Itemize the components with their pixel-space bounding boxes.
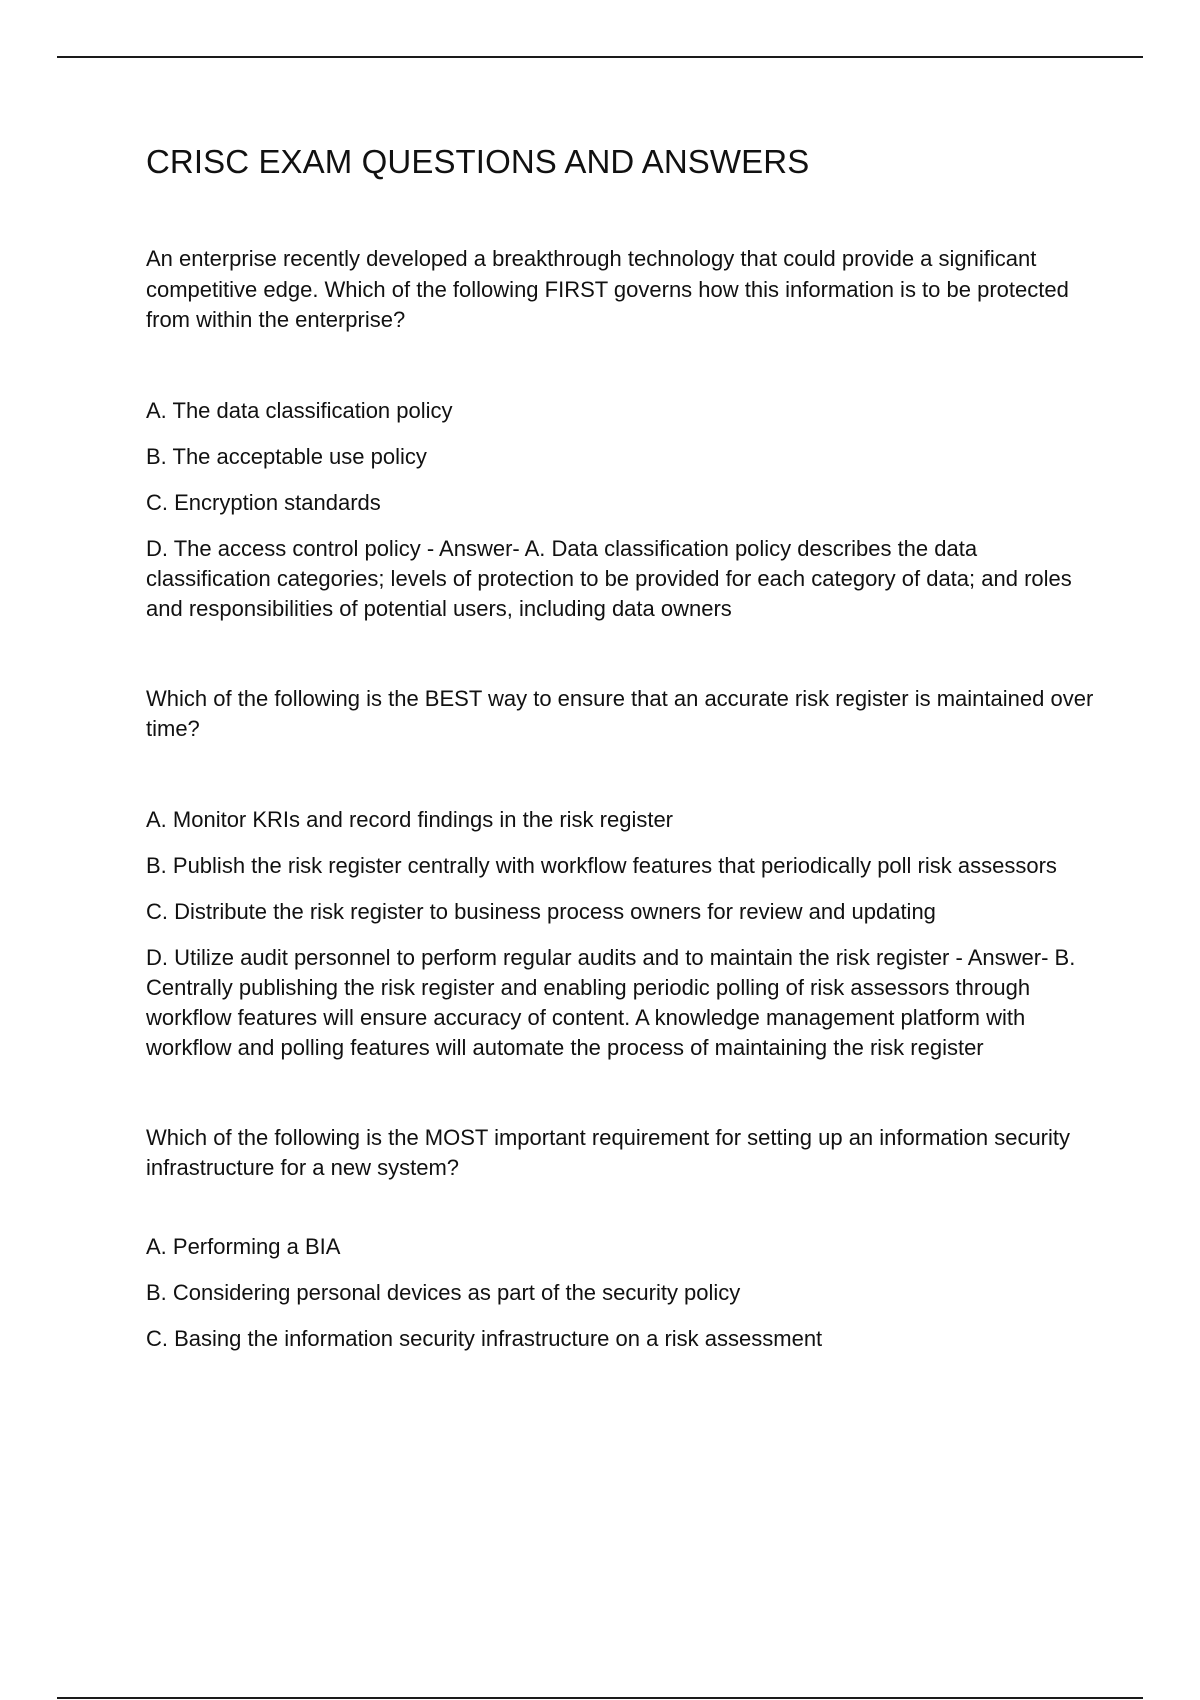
question-text: Which of the following is the BEST way to ensure that an accurate risk register is maintained over time? xyxy=(146,685,1094,741)
option-c: C. Encryption standards xyxy=(146,489,381,515)
option-d-with-answer: D. The access control policy - Answer- A. Data classification policy describes the data classification categories; levels of protection to be provided for each category of data; and roles and responsibilities of potential users, including data owners xyxy=(146,535,1072,621)
header-divider xyxy=(57,56,1143,58)
question-block-2 xyxy=(146,684,1096,1063)
option-b: B. The acceptable use policy xyxy=(146,443,427,469)
option-c: C. Basing the information security infrastructure on a risk assessment xyxy=(146,1325,823,1351)
question-text: An enterprise recently developed a breakthrough technology that could provide a significant competitive edge. Which of the following FIRST governs how this information is to be protected from within the enterprise? xyxy=(146,246,1069,332)
document-title: CRISC EXAM QUESTIONS AND ANSWERS xyxy=(146,143,810,180)
option-b: B. Considering personal devices as part of the security policy xyxy=(146,1279,741,1305)
option-a: A. Performing a BIA xyxy=(146,1233,341,1259)
footer-divider xyxy=(57,1697,1143,1699)
option-d-with-answer: D. Utilize audit personnel to perform regular audits and to maintain the risk register - Answer- B. Centrally publishing the risk register and enabling periodic polling of risk assessors through workflow features will ensure accuracy of content. A knowledge management platform with workflow and polling features will automate the process of maintaining the risk register xyxy=(146,944,1076,1060)
option-b: B. Publish the risk register centrally with workflow features that periodically poll risk assessors xyxy=(146,852,1057,878)
question-text: Which of the following is the MOST important requirement for setting up an information security infrastructure for a new system? xyxy=(146,1124,1071,1180)
question-block-3 xyxy=(146,1123,1096,1354)
option-a: A. Monitor KRIs and record findings in the risk register xyxy=(146,806,674,832)
option-c: C. Distribute the risk register to business process owners for review and updating xyxy=(146,898,936,924)
document-body xyxy=(146,140,1096,1414)
option-a: A. The data classification policy xyxy=(146,397,453,423)
question-block-1 xyxy=(146,244,1096,624)
